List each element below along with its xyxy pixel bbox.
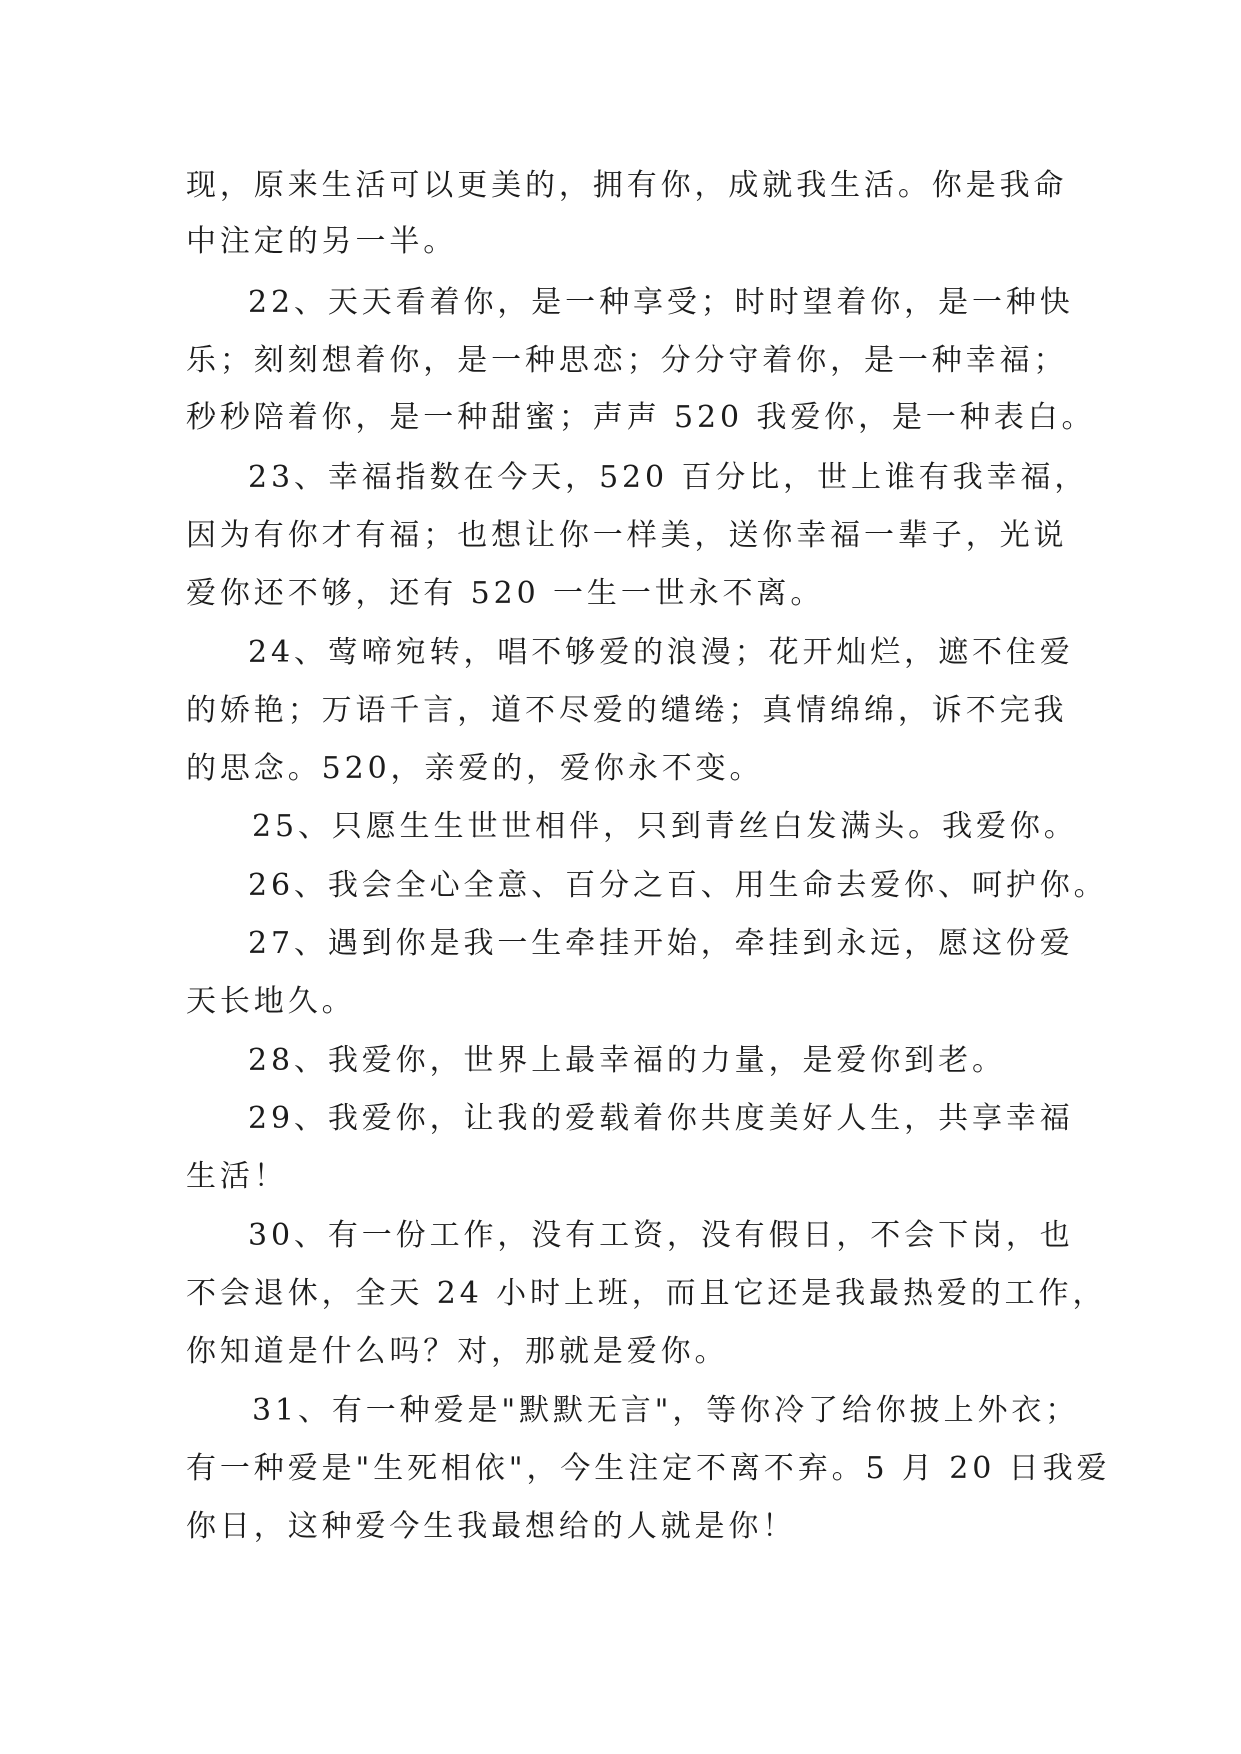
text-line: 乐；刻刻想着你，是一种思恋；分分守着你，是一种幸福； xyxy=(186,343,1068,378)
text-line: 你知道是什么吗？对，那就是爱你。 xyxy=(186,1334,729,1369)
text-line: 不会退休，全天 24 小时上班，而且它还是我最热爱的工作， xyxy=(186,1276,1107,1311)
text-line: 秒秒陪着你，是一种甜蜜；声声 520 我爱你，是一种表白。 xyxy=(186,400,1096,435)
text-line: 因为有你才有福；也想让你一样美，送你幸福一辈子，光说 xyxy=(186,518,1068,553)
text-line: 24、莺啼宛转，唱不够爱的浪漫；花开灿烂，遮不住爱 xyxy=(248,635,1074,670)
text-line: 生活！ xyxy=(186,1159,288,1194)
text-line: 28、我爱你，世界上最幸福的力量，是爱你到老。 xyxy=(248,1043,1006,1078)
text-line: 的娇艳；万语千言，道不尽爱的缱绻；真情绵绵，诉不完我 xyxy=(186,693,1068,728)
text-line: 23、幸福指数在今天，520 百分比，世上谁有我幸福， xyxy=(248,460,1089,495)
text-line: 27、遇到你是我一生牵挂开始，牵挂到永远，愿这份爱 xyxy=(248,926,1074,961)
text-line: 30、有一份工作，没有工资，没有假日，不会下岗，也 xyxy=(248,1218,1074,1253)
text-line: 31、有一种爱是"默默无言"，等你冷了给你披上外衣； xyxy=(252,1393,1080,1428)
text-line: 29、我爱你，让我的爱载着你共度美好人生，共享幸福 xyxy=(248,1101,1074,1136)
text-line: 25、只愿生生世世相伴，只到青丝白发满头。我爱你。 xyxy=(252,809,1078,844)
text-line: 中注定的另一半。 xyxy=(186,224,458,259)
text-line: 26、我会全心全意、百分之百、用生命去爱你、呵护你。 xyxy=(248,868,1108,903)
text-line: 22、天天看着你，是一种享受；时时望着你，是一种快 xyxy=(248,285,1074,320)
text-line: 现，原来生活可以更美的，拥有你，成就我生活。你是我命 xyxy=(186,168,1068,203)
text-line: 有一种爱是"生死相依"，今生注定不离不弃。5 月 20 日我爱 xyxy=(186,1451,1111,1486)
text-line: 你日，这种爱今生我最想给的人就是你！ xyxy=(186,1509,797,1544)
text-line: 的思念。520，亲爱的，爱你永不变。 xyxy=(186,751,764,786)
text-line: 天长地久。 xyxy=(186,984,356,1019)
text-line: 爱你还不够，还有 520 一生一世永不离。 xyxy=(186,576,825,611)
